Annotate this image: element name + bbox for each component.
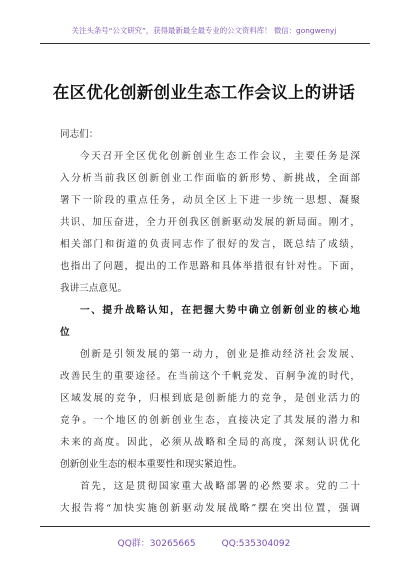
paragraph-line: 署下一阶段的重点任务，动员全区上下进一步统一思想、凝聚 <box>60 195 360 206</box>
paragraph-line: 未来的高度。因此，必须从战略和全局的高度，深刻认识优化 <box>60 437 360 448</box>
footer-divider <box>40 526 370 527</box>
footer-qq: QQ:535304092 <box>221 539 291 549</box>
salutation: 同志们： <box>60 129 99 140</box>
paragraph-line: 竞争。一个地区的创新创业生态，直接决定了其发展的潜力和 <box>60 415 360 426</box>
paragraph-line: 改善民生的重要途径。在当前这个千帆竞发、百舸争流的时代， <box>60 371 360 382</box>
paragraph-line: 首先，这是贯彻国家重大战略部署的必然要求。党的二十 <box>80 481 360 492</box>
document-body <box>60 124 360 520</box>
paragraph-line: 大报告将“加快实施创新驱动发展战略”摆在突出位置，强调 <box>60 503 360 514</box>
paragraph-line: 创新创业生态的根本重要性和现实紧迫性。 <box>60 459 243 470</box>
paragraph-line: 相关部门和街道的负责同志作了很好的发言，既总结了成绩， <box>60 239 360 250</box>
document-title: 在区优化创新创业生态工作会议上的讲话 <box>52 83 356 102</box>
paragraph-line: 入分析当前我区创新创业工作面临的新形势、新挑战，全面部 <box>60 173 360 184</box>
paragraph-line: 共识、加压奋进，全力开创我区创新驱动发展的新局面。刚才， <box>60 217 360 228</box>
paragraph-line: 也指出了问题，提出的工作思路和具体举措很有针对性。下面， <box>60 261 360 272</box>
paragraph-line: 我讲三点意见。 <box>60 283 128 294</box>
paragraph-line: 创新是引领发展的第一动力，创业是推动经济社会发展、 <box>80 349 360 360</box>
paragraph-line: 今天召开全区优化创新创业生态工作会议，主要任务是深 <box>80 151 360 162</box>
section-heading-line: 位 <box>60 327 70 338</box>
section-heading-line: 一、提升战略认知，在把握大势中确立创新创业的核心地 <box>80 305 360 316</box>
header-divider <box>40 43 370 44</box>
paragraph-line: 区域发展的竞争，归根到底是创新能力的竞争，是创业活力的 <box>60 393 360 404</box>
footer-qq-group: QQ群：30265665 <box>117 539 196 549</box>
footer-contact <box>0 536 408 549</box>
header-promo-note: 关注头条号“公文研究”，获得最新最全最专业的公文资料库！ 微信：gongwenyj <box>71 26 337 35</box>
